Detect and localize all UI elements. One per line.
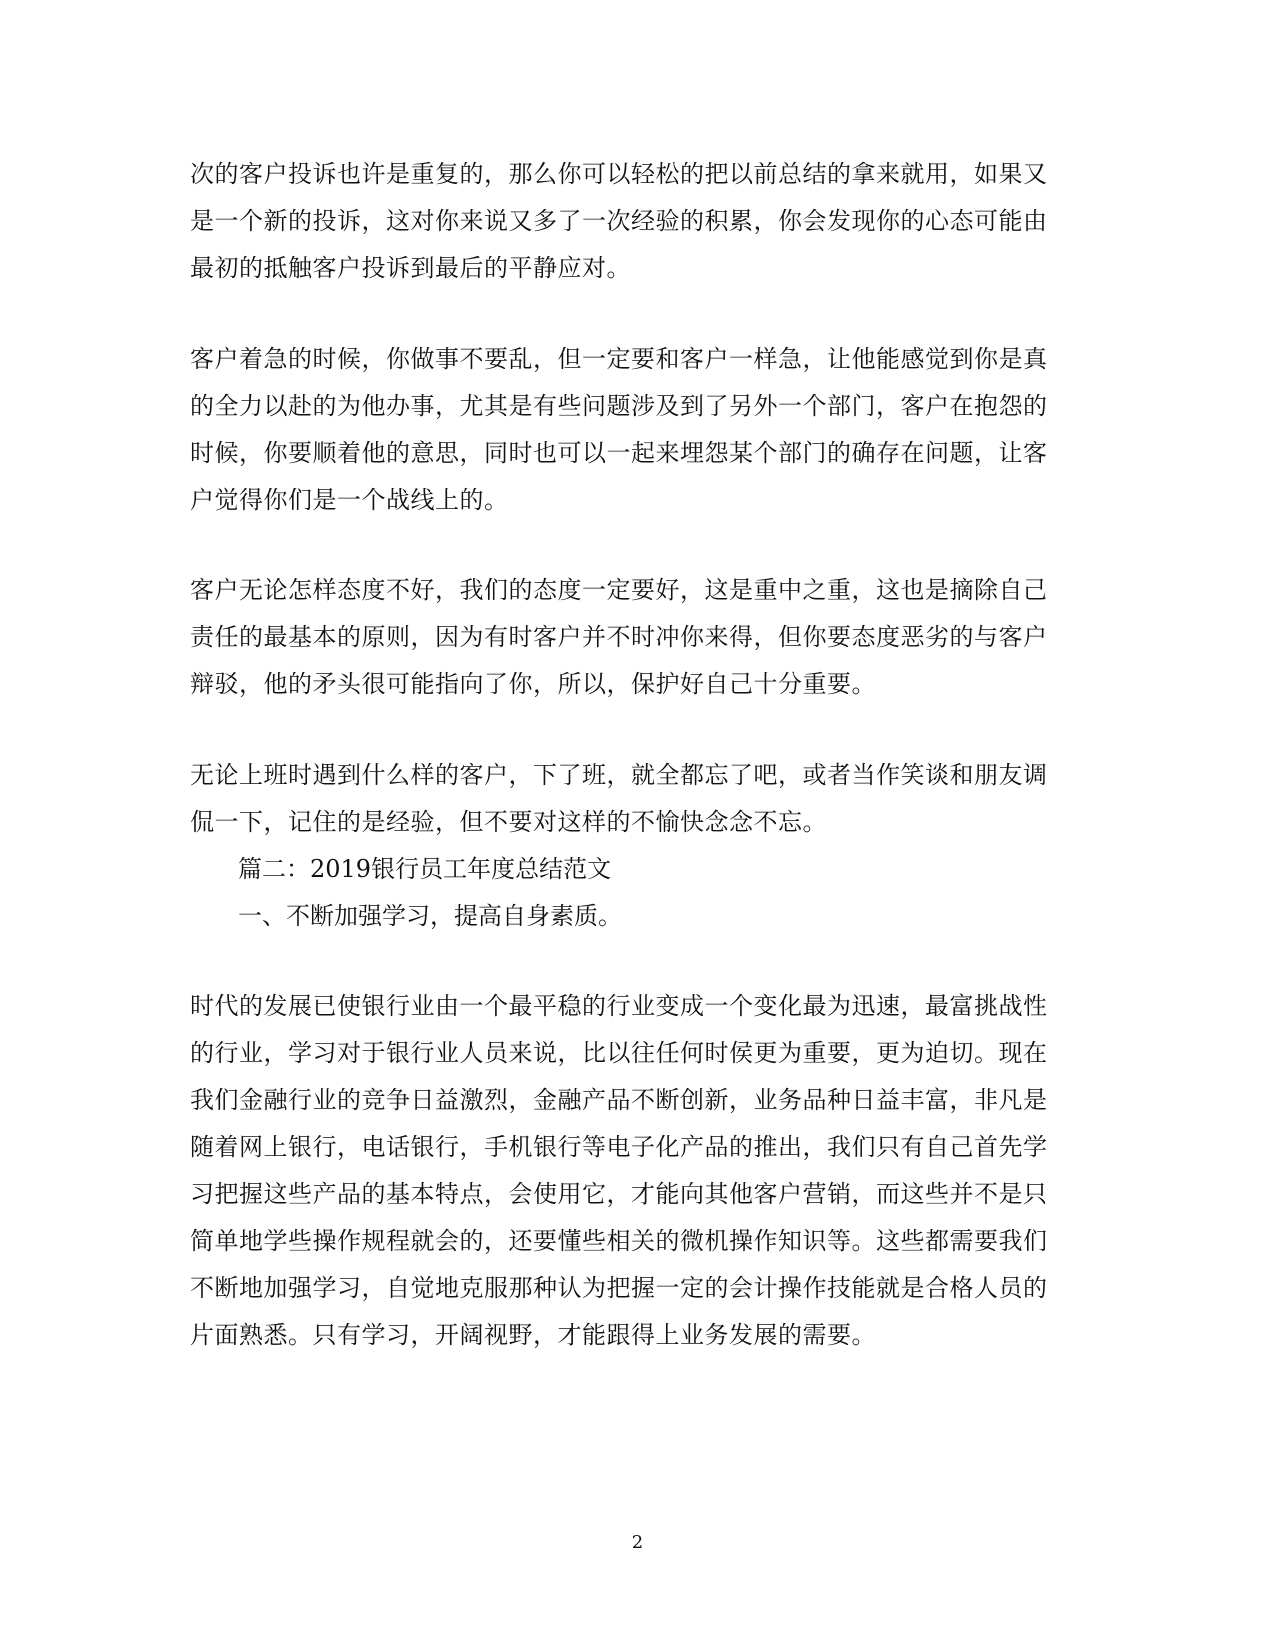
text-line: 片面熟悉。只有学习，开阔视野，才能跟得上业务发展的需要。 [190, 1321, 876, 1349]
text-line: 简单地学些操作规程就会的，还要懂些相关的微机操作知识等。这些都需要我们 [190, 1227, 1048, 1255]
text-line: 次的客户投诉也许是重复的，那么你可以轻松的把以前总结的拿来就用，如果又 [190, 160, 1048, 188]
page-number: 2 [631, 1532, 644, 1553]
text-line: 不断地加强学习，自觉地克服那种认为把握一定的会计操作技能就是合格人员的 [190, 1274, 1048, 1302]
text-line: 客户着急的时候，你做事不要乱，但一定要和客户一样急，让他能感觉到你是真 [190, 345, 1048, 373]
text-line: 户觉得你们是一个战线上的。 [190, 486, 509, 514]
paragraph-1 [190, 151, 1070, 292]
section-heading: 一、不断加强学习，提高自身素质。 [238, 902, 622, 930]
text-line: 是一个新的投诉，这对你来说又多了一次经验的积累，你会发现你的心态可能由 [190, 207, 1048, 235]
text-line: 时代的发展已使银行业由一个最平稳的行业变成一个变化最为迅速，最富挑战性 [190, 992, 1048, 1020]
text-line: 的行业，学习对于银行业人员来说，比以往任何时侯更为重要，更为迫切。现在 [190, 1039, 1048, 1067]
text-line: 习把握这些产品的基本特点，会使用它，才能向其他客户营销，而这些并不是只 [190, 1180, 1048, 1208]
text-line: 时候，你要顺着他的意思，同时也可以一起来埋怨某个部门的确存在问题，让客 [190, 439, 1048, 467]
paragraph-5 [190, 983, 1070, 1359]
text-line: 辩驳，他的矛头很可能指向了你，所以，保护好自己十分重要。 [190, 670, 876, 698]
paragraph-2 [190, 336, 1070, 524]
text-line: 随着网上银行，电话银行，手机银行等电子化产品的推出，我们只有自己首先学 [190, 1133, 1048, 1161]
text-line: 我们金融行业的竞争日益激烈，金融产品不断创新，业务品种日益丰富，非凡是 [190, 1086, 1048, 1114]
text-line: 责任的最基本的原则，因为有时客户并不时冲你来得，但你要态度恶劣的与客户 [190, 623, 1048, 651]
text-line: 无论上班时遇到什么样的客户，下了班，就全都忘了吧，或者当作笑谈和朋友调 [190, 761, 1048, 789]
text-line: 的全力以赴的为他办事，尤其是有些问题涉及到了另外一个部门，客户在抱怨的 [190, 392, 1048, 420]
text-line: 最初的抵触客户投诉到最后的平静应对。 [190, 254, 631, 282]
article-title: 篇二：2019银行员工年度总结范文 [238, 855, 612, 883]
text-line: 侃一下，记住的是经验，但不要对这样的不愉快念念不忘。 [190, 808, 827, 836]
paragraph-4 [190, 752, 1070, 846]
text-line: 客户无论怎样态度不好，我们的态度一定要好，这是重中之重，这也是摘除自己 [190, 576, 1048, 604]
paragraph-3 [190, 567, 1070, 708]
